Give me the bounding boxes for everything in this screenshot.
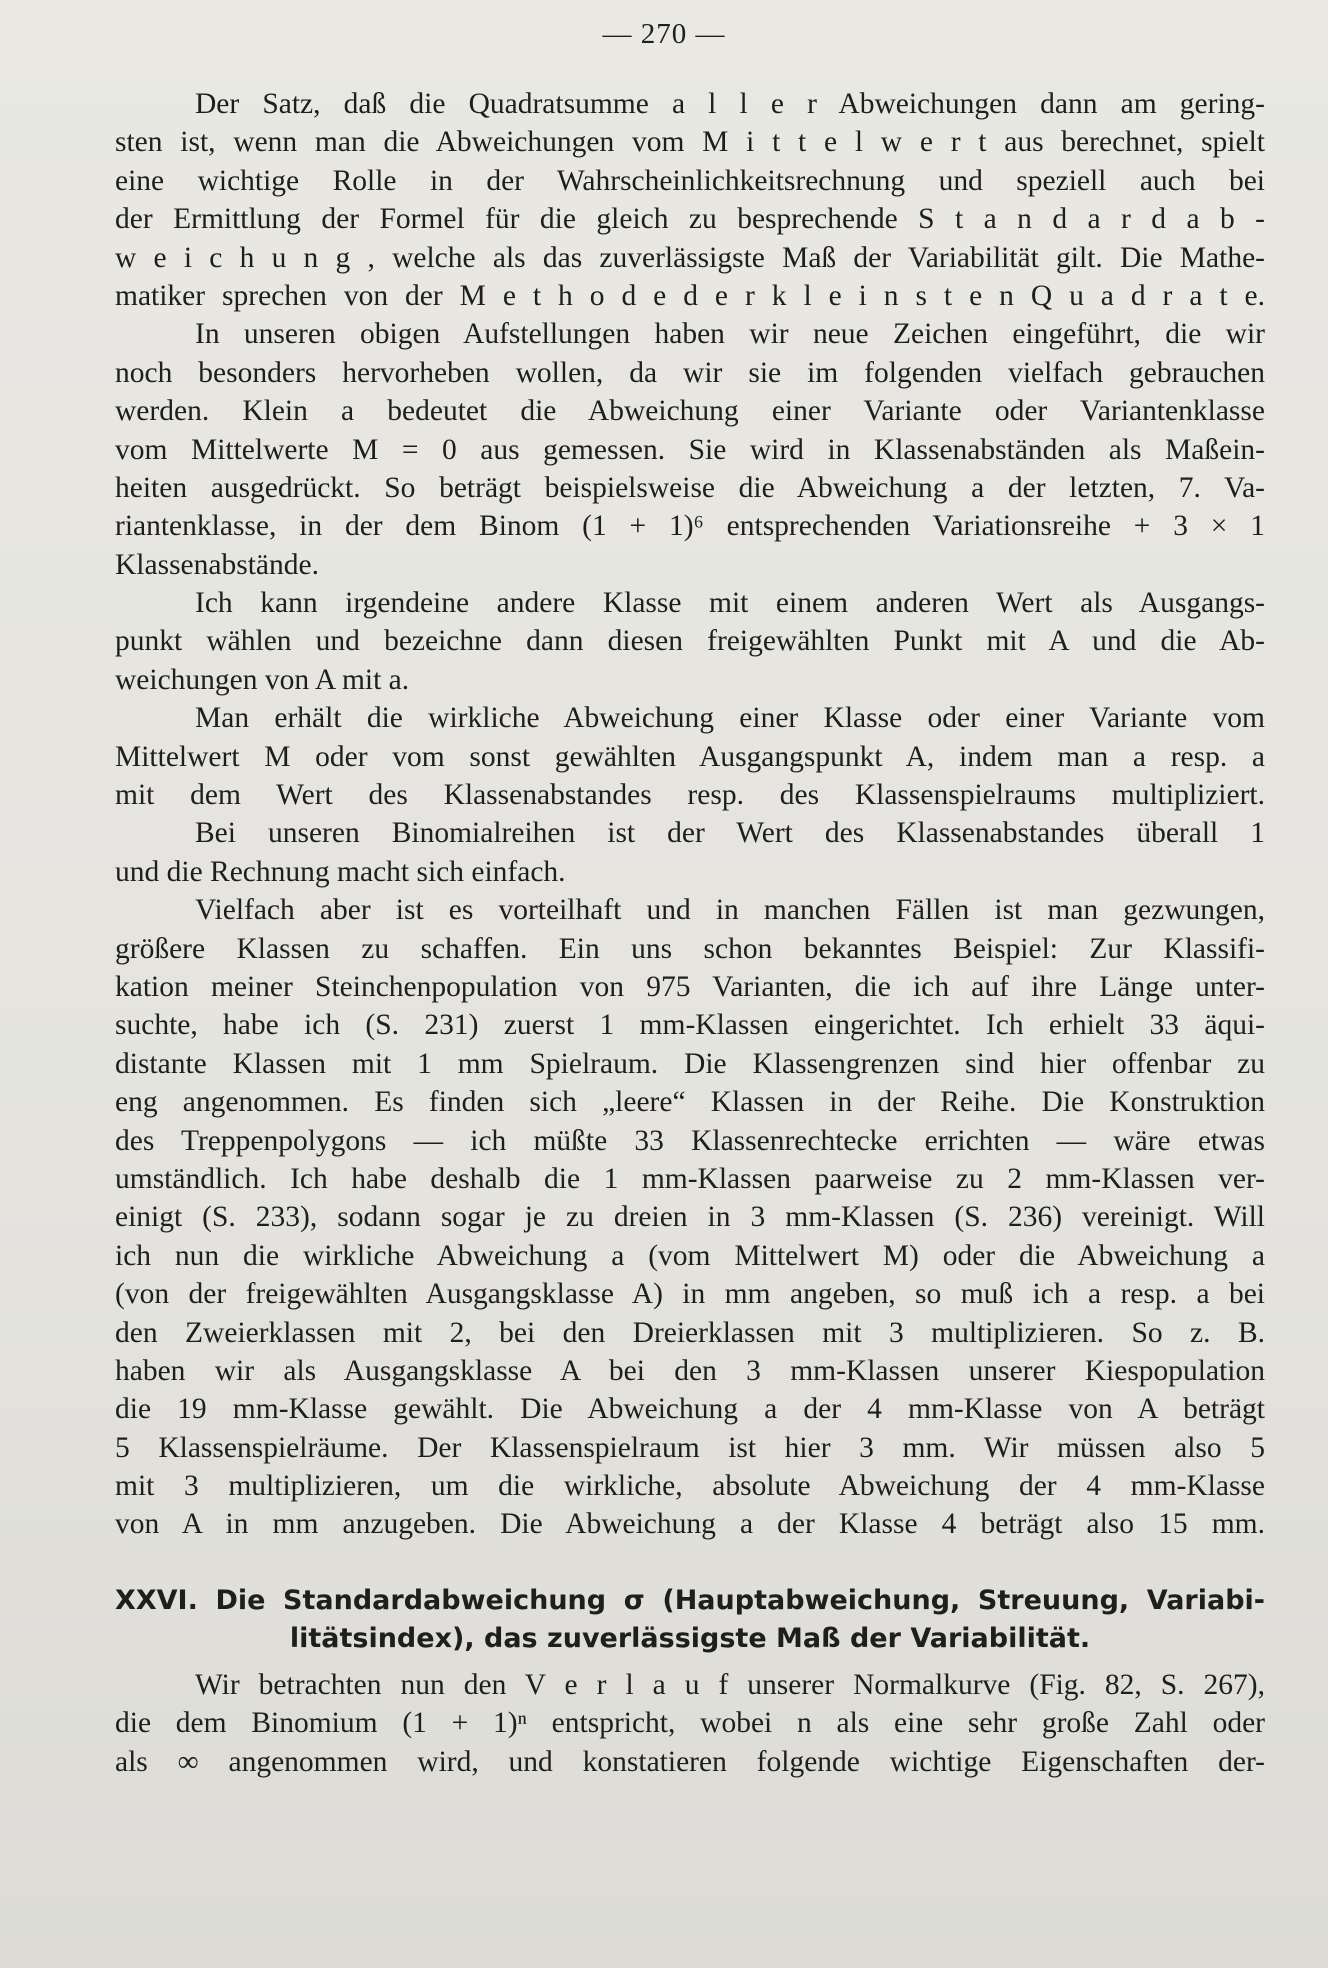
text-line: den Zweierklassen mit 2, bei den Dreierklassen mit 3 multiplizieren. So z. B. (115, 1316, 1265, 1349)
text-line: suchte, habe ich (S. 231) zuerst 1 mm-Klassen eingerichtet. Ich erhielt 33 äqui- (115, 1009, 1265, 1042)
text-line: Der Satz, daß die Quadratsumme a l l e r Abweichungen dann am gering- (195, 88, 1265, 120)
text-line: die 19 mm-Klasse gewählt. Die Abweichung a der 4 mm-Klasse von A beträgt (115, 1393, 1265, 1426)
text-line: weichungen von A mit a. (115, 663, 410, 696)
text-line: kation meiner Steinchenpopulation von 975 Varianten, die ich auf ihre Länge unter- (115, 970, 1265, 1003)
text-line: als ∞ angenommen wird, und konstatieren folgende wichtige Eigenschaften der- (115, 1745, 1265, 1778)
section-intro-text (115, 1666, 1265, 1781)
text-line: Mittelwert M oder vom sonst gewählten Ausgangspunkt A, indem man a resp. a (115, 740, 1265, 773)
text-line: riantenklasse, in der dem Binom (1 + 1)⁶ entsprechenden Variationsreihe + 3 × 1 (115, 510, 1265, 543)
text-line: werden. Klein a bedeutet die Abweichung einer Variante oder Variantenklasse (115, 395, 1265, 428)
section-heading-line-2: litätsindex), das zuverlässigste Maß der Variabilität. (289, 1623, 1091, 1654)
text-line: vom Mittelwerte M = 0 aus gemessen. Sie wird in Klassenabständen als Maßein- (115, 433, 1265, 466)
text-line: umständlich. Ich habe deshalb die 1 mm-Klassen paarweise zu 2 mm-Klassen ver- (115, 1162, 1265, 1195)
text-line: mit dem Wert des Klassenabstandes resp. des Klassenspielraums multipliziert. (115, 779, 1265, 812)
text-line: ich nun die wirkliche Abweichung a (vom Mittelwert M) oder die Abweichung a (115, 1239, 1265, 1272)
text-line: heiten ausgedrückt. So beträgt beispielsweise die Abweichung a der letzten, 7. Va- (115, 471, 1265, 504)
text-line: einigt (S. 233), sodann sogar je zu dreien in 3 mm-Klassen (S. 236) vereinigt. Will (115, 1201, 1265, 1234)
text-line: der Ermittlung der Formel für die gleich zu besprechende S t a n d a r d a b - (115, 203, 1265, 236)
text-line: Man erhält die wirkliche Abweichung einer Klasse oder einer Variante vom (195, 702, 1265, 735)
page-number: — 270 — (602, 18, 726, 50)
text-line: eng angenommen. Es finden sich „leere“ Klassen in der Reihe. Die Konstruktion (115, 1086, 1265, 1119)
text-line: matiker sprechen von der M e t h o d e d e r k l e i n s t e n Q u a d r a t e. (115, 279, 1265, 312)
text-line: distante Klassen mit 1 mm Spielraum. Die Klassengrenzen sind hier offenbar zu (115, 1047, 1265, 1080)
text-line: Wir betrachten nun den V e r l a u f unserer Normalkurve (Fig. 82, S. 267), (195, 1669, 1265, 1701)
text-line: mit 3 multiplizieren, um die wirkliche, absolute Abweichung der 4 mm-Klasse (115, 1470, 1265, 1503)
body-text (115, 85, 1265, 1544)
section-heading (115, 1582, 1265, 1658)
text-line: punkt wählen und bezeichne dann diesen freigewählten Punkt mit A und die Ab- (115, 625, 1265, 658)
text-line: Klassenabstände. (115, 548, 319, 581)
text-line: die dem Binomium (1 + 1)ⁿ entspricht, wobei n als eine sehr große Zahl oder (115, 1707, 1265, 1740)
text-line: In unseren obigen Aufstellungen haben wir neue Zeichen eingeführt, die wir (195, 318, 1265, 351)
text-line: Vielfach aber ist es vorteilhaft und in manchen Fällen ist man gezwungen, (195, 894, 1265, 927)
text-line: noch besonders hervorheben wollen, da wir sie im folgenden vielfach gebrauchen (115, 356, 1265, 389)
text-line: sten ist, wenn man die Abweichungen vom M i t t e l w e r t aus berechnet, spielt (115, 126, 1265, 159)
section-heading-line-1: XXVI. Die Standardabweichung σ (Hauptabweichung, Streuung, Variabi- (115, 1585, 1265, 1616)
text-line: von A in mm anzugeben. Die Abweichung a der Klasse 4 beträgt also 15 mm. (115, 1508, 1265, 1541)
text-line: Ich kann irgendeine andere Klasse mit einem anderen Wert als Ausgangs- (195, 587, 1265, 620)
text-line: 5 Klassenspielräume. Der Klassenspielraum ist hier 3 mm. Wir müssen also 5 (115, 1431, 1265, 1464)
text-line: haben wir als Ausgangsklasse A bei den 3 mm-Klassen unserer Kiespopulation (115, 1354, 1265, 1387)
text-line: eine wichtige Rolle in der Wahrscheinlichkeitsrechnung und speziell auch bei (115, 164, 1265, 197)
text-line: w e i c h u n g , welche als das zuverlässigste Maß der Variabilität gilt. Die Mathe- (115, 241, 1265, 274)
text-line: größere Klassen zu schaffen. Ein uns schon bekanntes Beispiel: Zur Klassifi- (115, 932, 1265, 965)
text-line: und die Rechnung macht sich einfach. (115, 855, 566, 888)
text-line: (von der freigewählten Ausgangsklasse A) in mm angeben, so muß ich a resp. a bei (115, 1278, 1265, 1311)
text-line: Bei unseren Binomialreihen ist der Wert des Klassenabstandes überall 1 (195, 817, 1265, 850)
text-line: des Treppenpolygons — ich müßte 33 Klassenrechtecke errichten — wäre etwas (115, 1124, 1265, 1157)
